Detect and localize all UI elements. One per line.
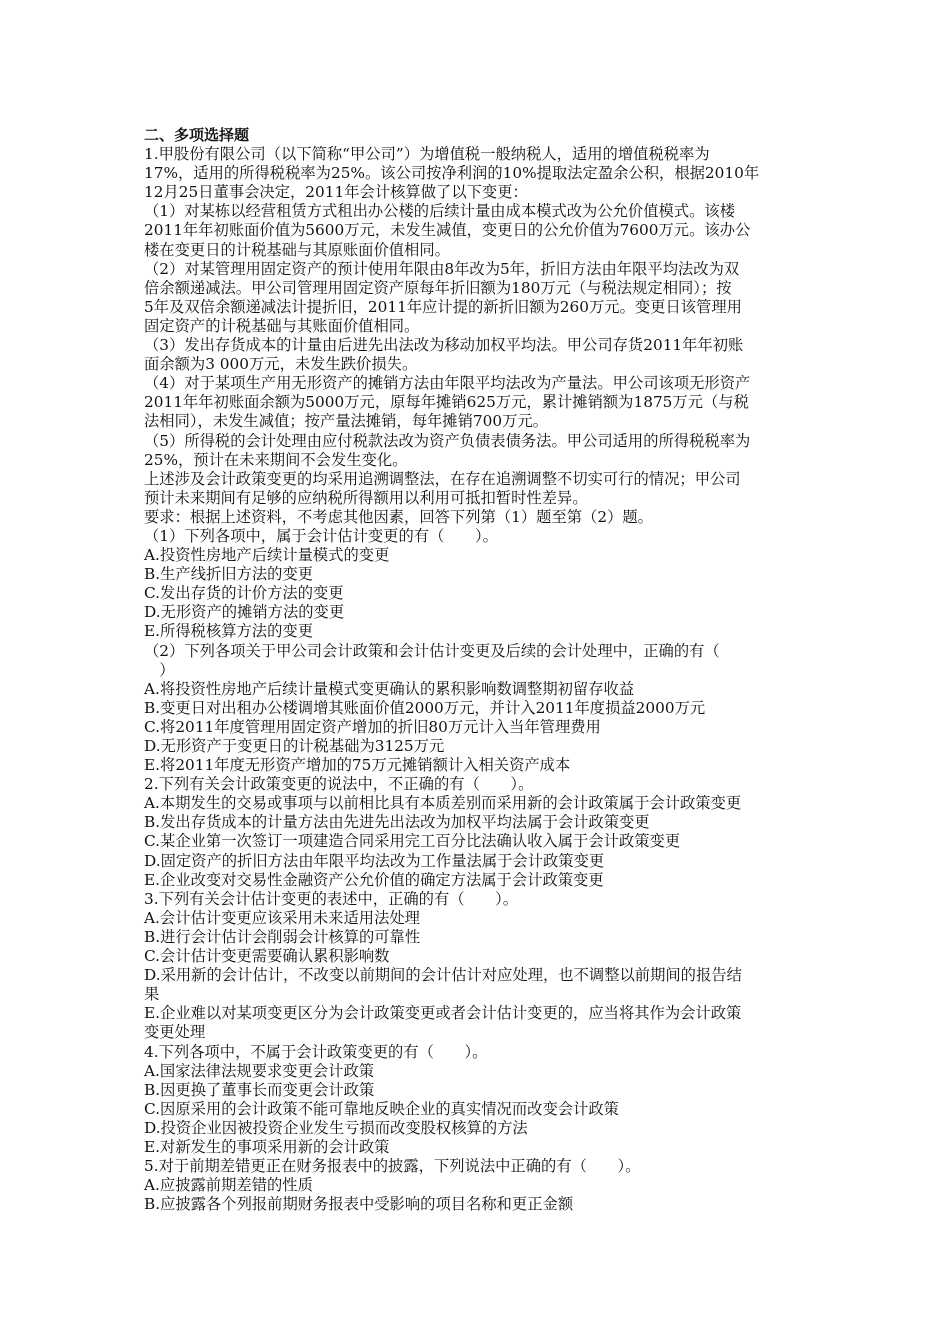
text-line: （1）对某栋以经营租赁方式租出办公楼的后续计量由成本模式改为公允价值模式。该楼 [144,202,736,221]
text-line: （3）发出存货成本的计量由后进先出法改为移动加权平均法。甲公司存货2011年年初账 [144,336,744,355]
text-line: 25%，预计在未来期间不会发生变化。 [144,450,408,469]
text-line: （2）对某管理用固定资产的预计使用年限由8年改为5年，折旧方法由年限平均法改为双 [144,259,740,278]
text-line: E.对新发生的事项采用新的会计政策 [144,1137,390,1156]
text-line: （5）所得税的会计处理由应付税款法改为资产负债表债务法。甲公司适用的所得税税率为 [144,431,751,450]
text-line: 要求：根据上述资料，不考虑其他因素，回答下列第（1）题至第（2）题。 [144,507,653,526]
text-line: E.企业改变对交易性金融资产公允价值的确定方法属于会计政策变更 [144,870,604,889]
text-line: 预计未来期间有足够的应纳税所得额用以利用可抵扣暂时性差异。 [144,488,588,507]
document-body [144,145,816,1214]
text-line: A.本期发生的交易或事项与以前相比具有本质差别而采用新的会计政策属于会计政策变更 [144,794,742,813]
text-line: 3.下列有关会计估计变更的表述中，正确的有（ ）。 [144,889,519,908]
text-line: D.固定资产的折旧方法由年限平均法改为工作量法属于会计政策变更 [144,851,605,870]
text-line: A.将投资性房地产后续计量模式变更确认的累积影响数调整期初留存收益 [144,679,635,698]
text-line: 17%，适用的所得税税率为25%。该公司按净利润的10%提取法定盈余公积，根据2010年 [144,164,760,183]
text-line: 5.对于前期差错更正在财务报表中的披露，下列说法中正确的有（ ）。 [144,1157,641,1176]
text-line: E.企业难以对某项变更区分为会计政策变更或者会计估计变更的，应当将其作为会计政策 [144,1004,742,1023]
text-line: B.变更日对出租办公楼调增其账面价值2000万元，并计入2011年度损益2000万元 [144,698,706,717]
text-line: C.发出存货的计价方法的变更 [144,584,344,603]
document-page [144,126,816,1214]
text-line: 2.下列有关会计政策变更的说法中，不正确的有（ ）。 [144,775,534,794]
text-line: 楼在变更日的计税基础与其原账面价值相同。 [144,240,450,259]
text-line: B.因更换了董事长而变更会计政策 [144,1080,375,1099]
text-line: B.生产线折旧方法的变更 [144,565,314,584]
section-title: 二、多项选择题 [144,126,250,144]
text-line: C.将2011年度管理用固定资产增加的折旧80万元计入当年管理费用 [144,717,601,736]
text-line: B.发出存货成本的计量方法由先进先出法改为加权平均法属于会计政策变更 [144,813,650,832]
text-line: B.进行会计估计会削弱会计核算的可靠性 [144,927,421,946]
text-line: A.应披露前期差错的性质 [144,1176,313,1195]
text-line: C.会计估计变更需要确认累积影响数 [144,947,390,966]
text-line: （4）对于某项生产用无形资产的摊销方法由年限平均法改为产量法。甲公司该项无形资产 [144,374,751,393]
text-line: 变更处理 [144,1023,206,1042]
text-line: 倍余额递减法。甲公司管理用固定资产原每年折旧额为180万元（与税法规定相同）；按 [144,278,732,297]
text-line: B.应披露各个列报前期财务报表中受影响的项目名称和更正金额 [144,1195,574,1214]
text-line: D.采用新的会计估计，不改变以前期间的会计估计对应处理，也不调整以前期间的报告结 [144,966,742,985]
text-line: 5年及双倍余额递减法计提折旧，2011年应计提的新折旧额为260万元。变更日该管理用 [144,297,742,316]
text-line: 法相同），未发生减值；按产量法摊销，每年摊销700万元。 [144,412,548,431]
text-line: E.所得税核算方法的变更 [144,622,313,641]
text-line: （1）下列各项中，属于会计估计变更的有（ ）。 [144,526,498,545]
text-line: ） [144,660,175,679]
text-line: 2011年年初账面价值为5600万元，未发生减值，变更日的公允价值为7600万元。该办公 [144,221,751,240]
text-line: C.某企业第一次签订一项建造合同采用完工百分比法确认收入属于会计政策变更 [144,832,681,851]
text-line: E.将2011年度无形资产增加的75万元摊销额计入相关资产成本 [144,756,571,775]
text-line: 果 [144,985,160,1004]
text-line: D.无形资产于变更日的计税基础为3125万元 [144,737,445,755]
text-line: 固定资产的计税基础与其账面价值相同。 [144,316,420,335]
text-line: 面余额为3 000万元，未发生跌价损失。 [144,355,418,374]
text-line: 1.甲股份有限公司（以下简称“甲公司”）为增值税一般纳税人，适用的增值税税率为 [144,145,710,164]
text-line: A.会计估计变更应该采用未来适用法处理 [144,908,420,927]
text-line: A.投资性房地产后续计量模式的变更 [144,546,390,565]
text-line: （2）下列各项关于甲公司会计政策和会计估计变更及后续的会计处理中，正确的有（ [144,641,720,660]
text-line: 4.下列各项中，不属于会计政策变更的有（ ）。 [144,1042,488,1061]
text-line: 2011年年初账面余额为5000万元，原每年摊销625万元，累计摊销额为1875万元（与税 [144,393,749,412]
text-line: 上述涉及会计政策变更的均采用追溯调整法，在存在追溯调整不切实可行的情况；甲公司 [144,469,741,488]
text-line: 12月25日董事会决定，2011年会计核算做了以下变更： [144,183,528,202]
text-line: C.因原采用的会计政策不能可靠地反映企业的真实情况而改变会计政策 [144,1099,619,1118]
text-line: D.无形资产的摊销方法的变更 [144,603,345,622]
text-line: D.投资企业因被投资企业发生亏损而改变股权核算的方法 [144,1118,528,1137]
text-line: A.国家法律法规要求变更会计政策 [144,1061,375,1080]
